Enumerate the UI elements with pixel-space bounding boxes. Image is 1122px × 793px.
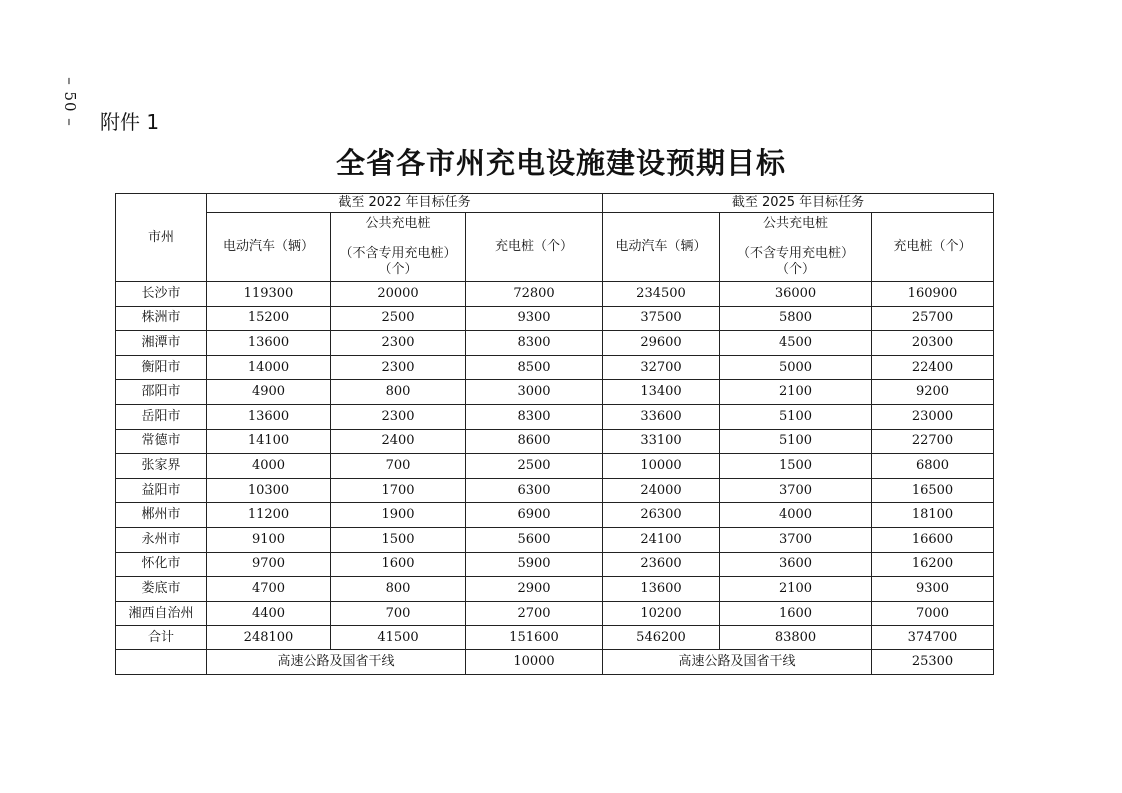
public-pile-2022-cell: 700 <box>331 454 466 479</box>
table-row <box>116 577 994 602</box>
public-pile-2022-cell: 2500 <box>331 306 466 331</box>
ev-2022-cell: 13600 <box>207 331 331 356</box>
pile-2022-cell: 8600 <box>466 429 603 454</box>
ev-2025-cell: 32700 <box>603 355 720 380</box>
total-public-pile-2022: 41500 <box>331 626 466 650</box>
pile-2022-cell: 8300 <box>466 331 603 356</box>
city-cell: 张家界 <box>116 454 207 479</box>
ev-2025-cell: 33600 <box>603 404 720 429</box>
pile-2025-cell: 16600 <box>872 527 994 552</box>
city-cell: 郴州市 <box>116 503 207 528</box>
ev-2025-cell: 33100 <box>603 429 720 454</box>
city-cell: 邵阳市 <box>116 380 207 405</box>
ev-2025-cell: 37500 <box>603 306 720 331</box>
pile-2025-cell: 20300 <box>872 331 994 356</box>
ev-2025-cell: 234500 <box>603 282 720 307</box>
table-row <box>116 306 994 331</box>
public-pile-2025-cell: 2100 <box>720 380 872 405</box>
ev-2022-cell: 14000 <box>207 355 331 380</box>
city-cell: 常德市 <box>116 429 207 454</box>
city-cell: 湘西自治州 <box>116 601 207 626</box>
ev-2022-cell: 15200 <box>207 306 331 331</box>
public-pile-2025-cell: 4000 <box>720 503 872 528</box>
city-cell: 株洲市 <box>116 306 207 331</box>
public-pile-2022-cell: 2300 <box>331 404 466 429</box>
table-row <box>116 331 994 356</box>
pile-2022-cell: 2500 <box>466 454 603 479</box>
pile-2025-cell: 23000 <box>872 404 994 429</box>
pile-2022-cell: 6900 <box>466 503 603 528</box>
public-pile-2025-cell: 1500 <box>720 454 872 479</box>
public-pile-2022-cell: 1600 <box>331 552 466 577</box>
public-pile-header-line3: （个） <box>378 262 418 277</box>
public-pile-2025-cell: 3600 <box>720 552 872 577</box>
pile-2025-cell: 25700 <box>872 306 994 331</box>
city-cell: 岳阳市 <box>116 404 207 429</box>
ev-2025-cell: 13400 <box>603 380 720 405</box>
pile-2022-cell: 8300 <box>466 404 603 429</box>
attachment-label: 附件 1 <box>100 110 160 134</box>
public-pile-2022-cell: 2400 <box>331 429 466 454</box>
table-row <box>116 527 994 552</box>
city-cell: 益阳市 <box>116 478 207 503</box>
ev-2022-cell: 10300 <box>207 478 331 503</box>
pile-2022-cell: 6300 <box>466 478 603 503</box>
pile-2022-cell: 3000 <box>466 380 603 405</box>
pile-2025-cell: 9200 <box>872 380 994 405</box>
public-pile-2022-cell: 800 <box>331 577 466 602</box>
ev-header-2025: 电动汽车（辆） <box>603 213 720 282</box>
ev-2022-cell: 4700 <box>207 577 331 602</box>
table-row <box>116 404 994 429</box>
table-row <box>116 478 994 503</box>
highway-blank-cell <box>116 650 207 675</box>
ev-2022-cell: 4900 <box>207 380 331 405</box>
city-cell: 湘潭市 <box>116 331 207 356</box>
public-pile-2022-cell: 800 <box>331 380 466 405</box>
public-pile-2025-cell: 2100 <box>720 577 872 602</box>
pile-2025-cell: 7000 <box>872 601 994 626</box>
pile-2025-cell: 22700 <box>872 429 994 454</box>
ev-2022-cell: 14100 <box>207 429 331 454</box>
ev-2025-cell: 24000 <box>603 478 720 503</box>
public-pile-2025-cell: 3700 <box>720 478 872 503</box>
pile-2025-cell: 18100 <box>872 503 994 528</box>
ev-2022-cell: 4400 <box>207 601 331 626</box>
table-row <box>116 601 994 626</box>
highway-pile-2025: 25300 <box>872 650 994 675</box>
total-row <box>116 626 994 650</box>
table-row <box>116 552 994 577</box>
city-cell: 衡阳市 <box>116 355 207 380</box>
table-row <box>116 282 994 307</box>
ev-2025-cell: 24100 <box>603 527 720 552</box>
public-pile-header-2025 <box>720 213 872 282</box>
ev-2025-cell: 10200 <box>603 601 720 626</box>
document-title: 全省各市州充电设施建设预期目标 <box>335 146 786 180</box>
ev-2022-cell: 119300 <box>207 282 331 307</box>
ev-2022-cell: 11200 <box>207 503 331 528</box>
highway-label-2022: 高速公路及国省干线 <box>207 650 466 675</box>
city-cell: 永州市 <box>116 527 207 552</box>
pile-2022-cell: 2700 <box>466 601 603 626</box>
pile-2022-cell: 2900 <box>466 577 603 602</box>
public-pile-2022-cell: 1700 <box>331 478 466 503</box>
public-pile-header-line1: 公共充电桩 <box>365 216 431 231</box>
public-pile-2022-cell: 20000 <box>331 282 466 307</box>
ev-2022-cell: 9100 <box>207 527 331 552</box>
pile-2025-cell: 9300 <box>872 577 994 602</box>
public-pile-2025-cell: 4500 <box>720 331 872 356</box>
pile-2025-cell: 16200 <box>872 552 994 577</box>
public-pile-2025-cell: 3700 <box>720 527 872 552</box>
public-pile-2025-cell: 5100 <box>720 429 872 454</box>
pile-2022-cell: 8500 <box>466 355 603 380</box>
public-pile-2022-cell: 2300 <box>331 355 466 380</box>
table-row <box>116 429 994 454</box>
public-pile-2022-cell: 700 <box>331 601 466 626</box>
pile-2025-cell: 22400 <box>872 355 994 380</box>
group-header-2022: 截至 2022 年目标任务 <box>207 194 603 213</box>
group-header-2025: 截至 2025 年目标任务 <box>603 194 994 213</box>
city-cell: 长沙市 <box>116 282 207 307</box>
ev-header-2022: 电动汽车（辆） <box>207 213 331 282</box>
public-pile-2022-cell: 1500 <box>331 527 466 552</box>
pile-2025-cell: 6800 <box>872 454 994 479</box>
ev-2025-cell: 26300 <box>603 503 720 528</box>
ev-2022-cell: 13600 <box>207 404 331 429</box>
pile-2022-cell: 5900 <box>466 552 603 577</box>
total-label: 合计 <box>116 626 207 650</box>
table-row <box>116 355 994 380</box>
public-pile-header-line2: （不含专用充电桩） <box>339 246 457 261</box>
pile-2025-cell: 160900 <box>872 282 994 307</box>
total-public-pile-2025: 83800 <box>720 626 872 650</box>
pile-2025-cell: 16500 <box>872 478 994 503</box>
charging-targets-table <box>115 193 994 675</box>
pile-header-2022: 充电桩（个） <box>466 213 603 282</box>
ev-2022-cell: 9700 <box>207 552 331 577</box>
total-pile-2025: 374700 <box>872 626 994 650</box>
ev-2025-cell: 23600 <box>603 552 720 577</box>
public-pile-2022-cell: 2300 <box>331 331 466 356</box>
pile-2022-cell: 5600 <box>466 527 603 552</box>
highway-pile-2022: 10000 <box>466 650 603 675</box>
pile-2022-cell: 9300 <box>466 306 603 331</box>
public-pile-2022-cell: 1900 <box>331 503 466 528</box>
ev-2022-cell: 4000 <box>207 454 331 479</box>
ev-2025-cell: 13600 <box>603 577 720 602</box>
pile-2022-cell: 72800 <box>466 282 603 307</box>
table-row <box>116 454 994 479</box>
ev-2025-cell: 29600 <box>603 331 720 356</box>
public-pile-2025-cell: 1600 <box>720 601 872 626</box>
highway-row <box>116 650 994 675</box>
public-pile-header-line2: （不含专用充电桩） <box>736 246 854 261</box>
city-header: 市州 <box>116 194 207 282</box>
city-cell: 怀化市 <box>116 552 207 577</box>
table-row <box>116 503 994 528</box>
table-row <box>116 380 994 405</box>
total-ev-2022: 248100 <box>207 626 331 650</box>
public-pile-header-line3: （个） <box>775 262 815 277</box>
total-ev-2025: 546200 <box>603 626 720 650</box>
pile-header-2025: 充电桩（个） <box>872 213 994 282</box>
public-pile-2025-cell: 36000 <box>720 282 872 307</box>
public-pile-2025-cell: 5800 <box>720 306 872 331</box>
public-pile-header-2022 <box>331 213 466 282</box>
public-pile-2025-cell: 5100 <box>720 404 872 429</box>
ev-2025-cell: 10000 <box>603 454 720 479</box>
public-pile-2025-cell: 5000 <box>720 355 872 380</box>
highway-label-2025: 高速公路及国省干线 <box>603 650 872 675</box>
city-cell: 娄底市 <box>116 577 207 602</box>
total-pile-2022: 151600 <box>466 626 603 650</box>
page-number: – 50 – <box>61 77 79 127</box>
public-pile-header-line1: 公共充电桩 <box>762 216 828 231</box>
